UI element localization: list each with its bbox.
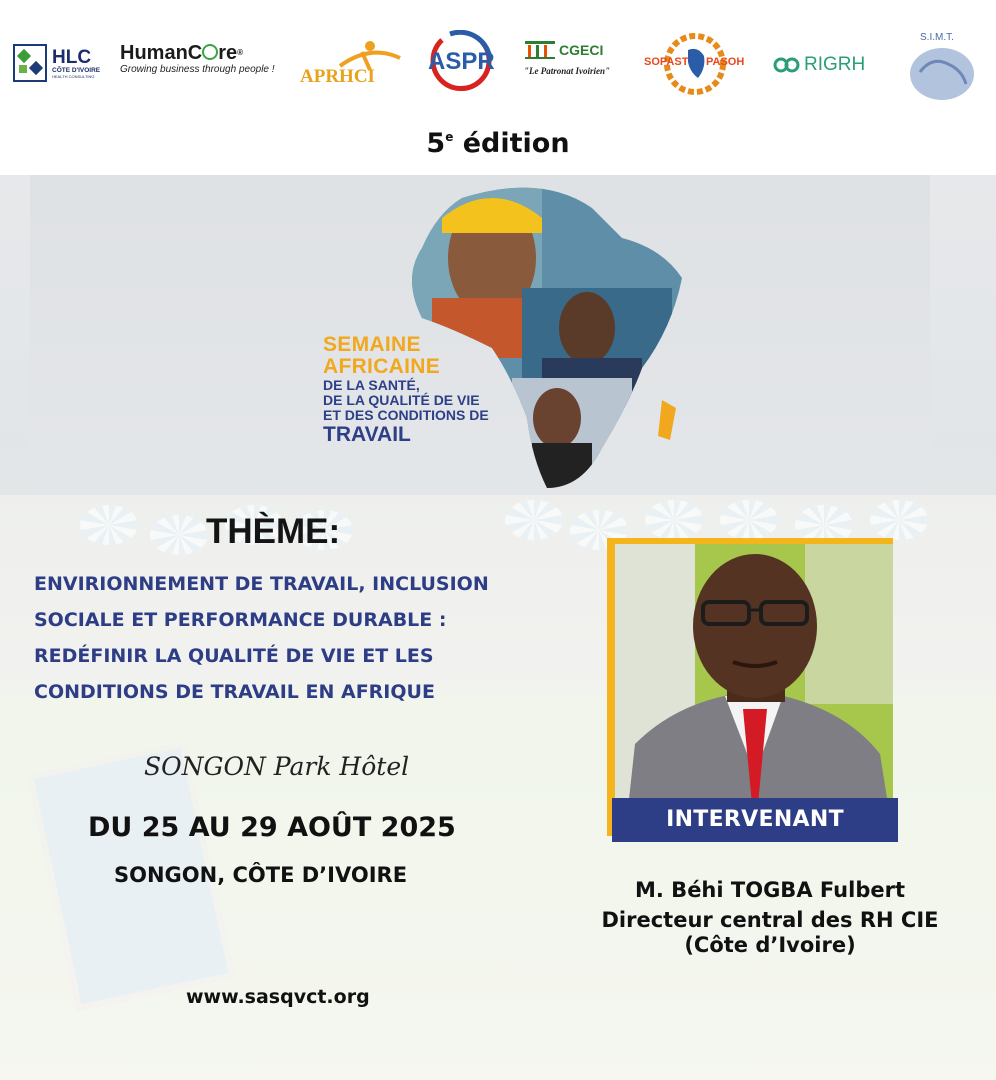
rigrh-logo: [772, 50, 872, 80]
man-face: [559, 292, 615, 364]
event-name-block: [323, 334, 543, 447]
speaker-name: M. Béhi TOGBA Fulbert: [635, 878, 905, 902]
cgeci-logo: [524, 40, 624, 86]
speaker-info: [560, 876, 980, 958]
rigrh-name: RIGRH: [804, 54, 866, 75]
theme-line: REDÉFINIR LA QUALITÉ DE VIE ET LES: [34, 645, 434, 667]
theme-line: SOCIALE ET PERFORMANCE DURABLE :: [34, 609, 447, 631]
theme-title: THÈME:: [206, 512, 341, 551]
edition-sup: e: [445, 130, 454, 144]
humancare-tagline: Growing business through people !: [120, 64, 275, 75]
hlc-name: HLC: [52, 46, 92, 68]
event-name-line5: ET DES CONDITIONS DE: [323, 407, 489, 423]
event-name-line4: DE LA QUALITÉ DE VIE: [323, 392, 480, 408]
humancare-o-icon: [202, 44, 218, 60]
humancare-name-a: HumanC: [120, 42, 203, 64]
rigrh-link-icon: [772, 55, 802, 75]
sopast-left: SOPAST: [644, 56, 689, 68]
edition-word: édition: [462, 128, 570, 159]
aspr-name: ASPR: [428, 48, 495, 75]
cgeci-tagline: "Le Patronat Ivoirien": [524, 66, 610, 76]
event-name-line6: TRAVAIL: [323, 423, 411, 446]
simt-logo: [900, 32, 984, 102]
simt-name: S.I.M.T.: [920, 32, 954, 43]
speaker-role-line2: (Côte d’Ivoire): [684, 933, 856, 957]
speaker-photo: [615, 544, 893, 836]
hlc-tag: HEALTH CONSULTING: [52, 73, 95, 79]
humancare-name-b: re: [218, 42, 238, 64]
hlc-emblem-icon: [12, 43, 48, 83]
humancare-logo: HumanC re® Growing business through people !: [120, 42, 275, 75]
theme-line: CONDITIONS DE TRAVAIL EN AFRIQUE: [34, 681, 435, 703]
event-name-line1: SEMAINE: [323, 333, 421, 356]
hlc-logo: [12, 40, 104, 86]
speaker-role-line1: Directeur central des RH CIE: [601, 908, 939, 932]
header: [0, 0, 996, 175]
partner-logos: [0, 30, 996, 110]
theme-text: [34, 566, 594, 710]
cgeci-columns-icon: [524, 40, 556, 60]
website-link[interactable]: www.sasqvct.org: [186, 986, 370, 1008]
aspr-logo: [420, 30, 500, 96]
speaker-portrait-icon: [615, 544, 893, 836]
event-location: SONGON, CÔTE D’IVOIRE: [114, 863, 408, 887]
photo-accent-bar: [607, 538, 615, 836]
event-name-line2: AFRICAINE: [323, 355, 441, 378]
sopast-right: PASOH: [706, 56, 745, 68]
aprhci-name: APRHCI: [300, 66, 375, 87]
aprhci-logo: [300, 36, 410, 90]
event-dates: DU 25 AU 29 AOÛT 2025: [88, 812, 456, 843]
venue-name: SONGON Park Hôtel: [144, 752, 410, 781]
hlc-sub: CÔTE D'IVOIRE: [52, 66, 101, 74]
madagascar-shape: [658, 400, 676, 440]
edition-label: [0, 128, 996, 159]
edition-number: 5: [426, 128, 446, 159]
speaker-photo-frame: [607, 538, 893, 836]
event-name-line3: DE LA SANTÉ,: [323, 377, 420, 393]
speaker-badge: INTERVENANT: [612, 798, 898, 842]
cgeci-name: CGECI: [559, 42, 604, 58]
sopast-pasoh-logo: [640, 32, 750, 96]
theme-line: ENVIRIONNEMENT DE TRAVAIL, INCLUSION: [34, 573, 489, 595]
